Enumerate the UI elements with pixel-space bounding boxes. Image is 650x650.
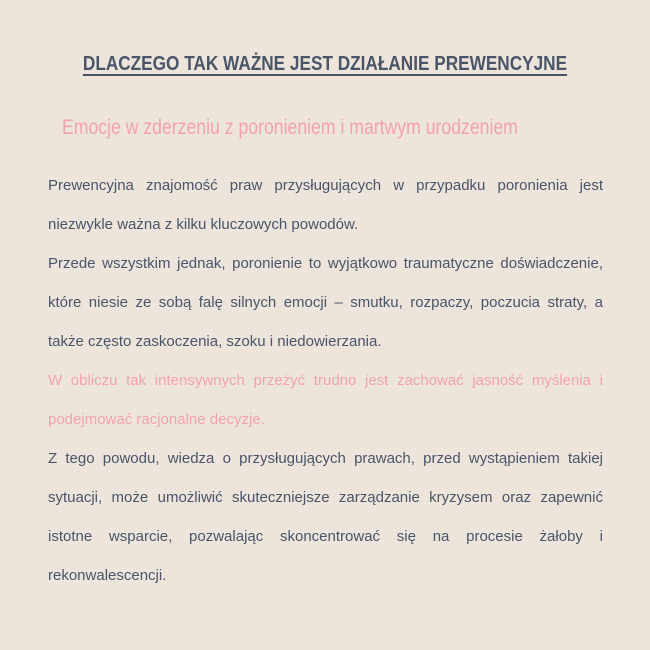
paragraph-conclusion: Z tego powodu, wiedza o przysługujących prawach, przed wystąpieniem takiej sytuacji, może umożliwić skuteczniejsze zarządzanie kryzysem oraz zapewnić istotne wsparcie, pozwalając skoncentrować się na procesie żałoby i rekonwalescencji.	[48, 450, 603, 584]
paragraph-highlight: W obliczu tak intensywnych przeżyć trudno jest zachować jasność myślenia i podejmować racjonalne decyzje.	[48, 372, 603, 428]
paragraph-intro: Prewencyjna znajomość praw przysługujących w przypadku poronienia jest niezwykle ważna z kilku kluczowych powodów.	[48, 177, 603, 233]
page-title: DLACZEGO TAK WAŻNE JEST DZIAŁANIE PREWENCYJNE	[82, 53, 568, 75]
body-text	[48, 166, 603, 595]
subtitle: Emocje w zderzeniu z poronieniem i martwym urodzeniem	[62, 116, 518, 139]
paragraph-emotions: Przede wszystkim jednak, poronienie to wyjątkowo traumatyczne doświadczenie, które niesie ze sobą falę silnych emocji – smutku, rozpaczy, poczucia straty, a także często zaskoczenia, szoku i niedowierzania.	[48, 255, 603, 350]
